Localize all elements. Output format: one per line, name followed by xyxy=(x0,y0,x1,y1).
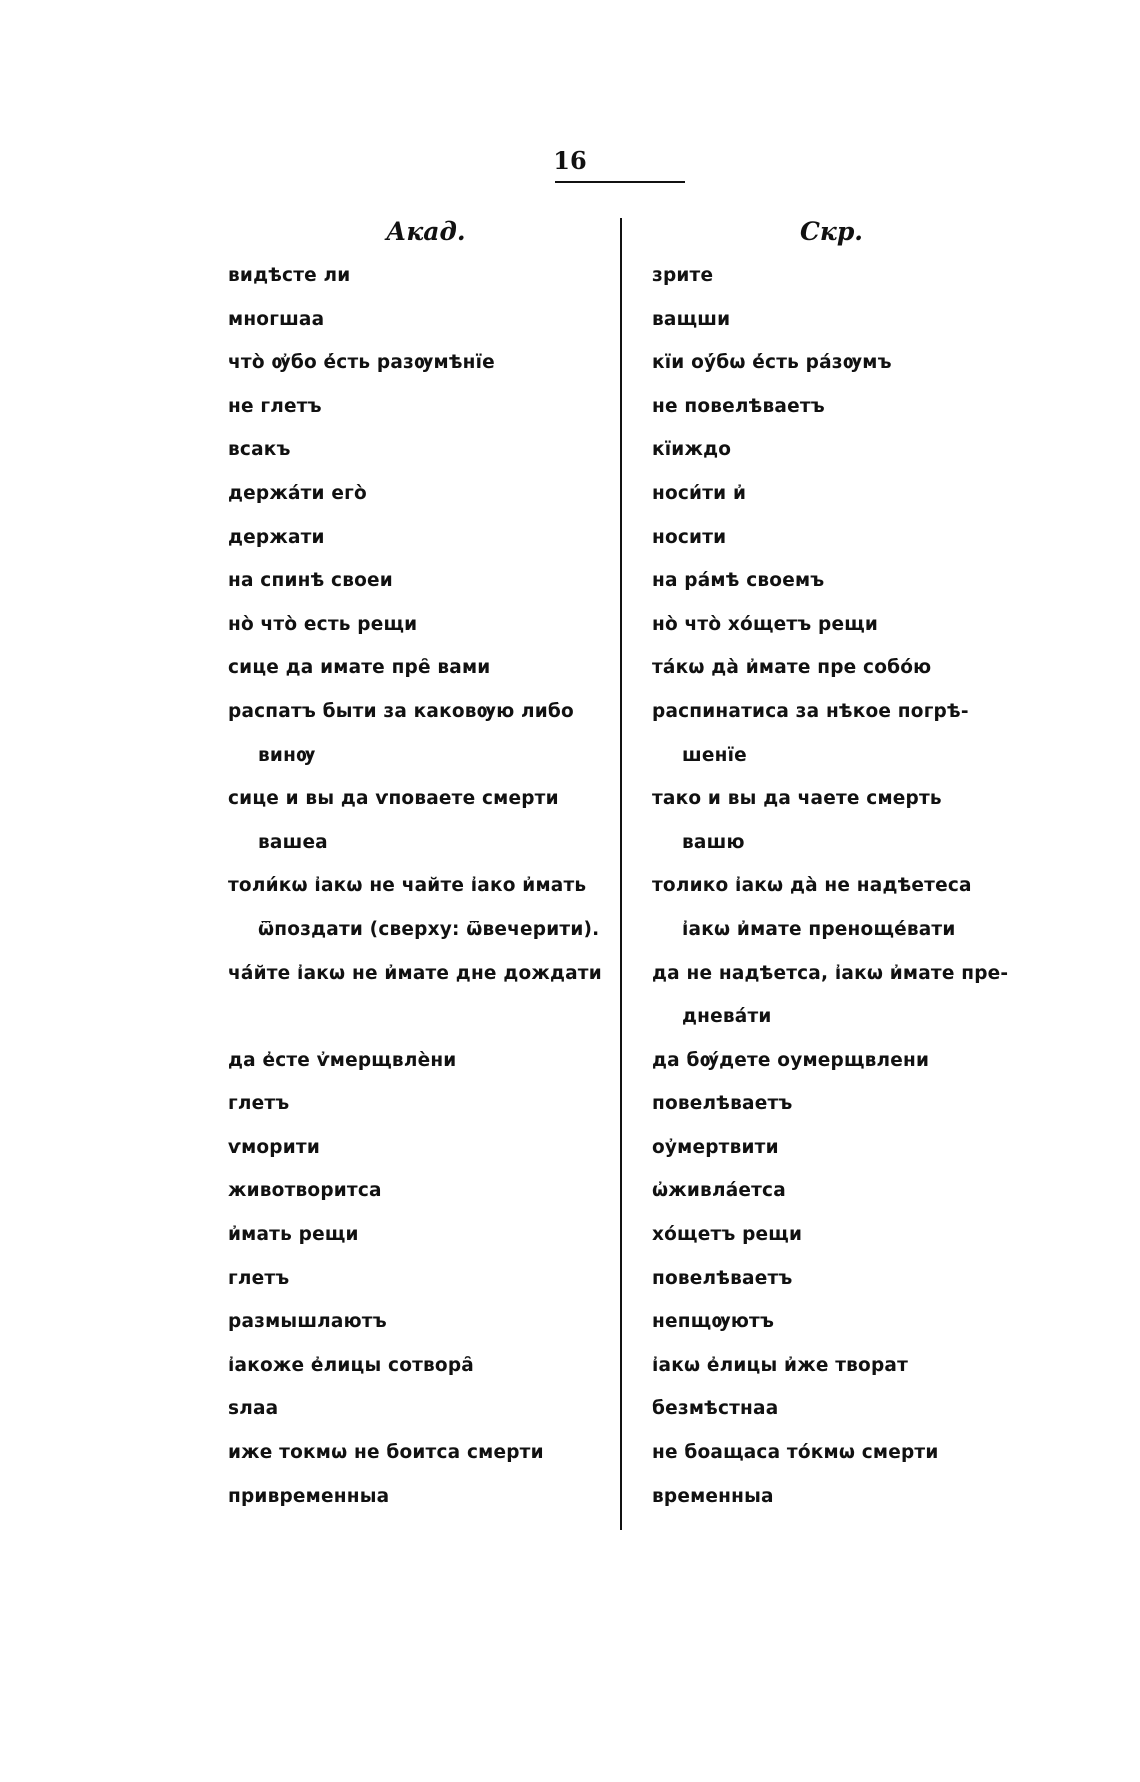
left-line: привременныа xyxy=(228,1485,390,1507)
right-line: хо́щетъ рещи xyxy=(652,1224,803,1246)
right-line: і҆акѡ и҆мате преноще́вати xyxy=(682,918,956,940)
right-line: непщѹютъ xyxy=(652,1311,775,1333)
right-line: не повелѣваетъ xyxy=(652,395,825,417)
left-line: толи́кѡ і҆акѡ не чайте і҆ако и҆мать xyxy=(228,875,587,897)
right-line: вашю xyxy=(682,831,745,853)
right-line: днева́ти xyxy=(682,1006,772,1028)
left-line: ча́йте і҆акѡ не и҆мате дне дождати xyxy=(228,962,602,984)
right-line: ващши xyxy=(652,308,731,330)
right-line: та́кѡ да̀ и҆мате пре собо́ю xyxy=(652,657,932,679)
left-line: сице да имате пре̑ вами xyxy=(228,657,491,679)
right-line: оу҆мертвити xyxy=(652,1136,779,1158)
right-line: на ра́мѣ своемъ xyxy=(652,570,825,592)
left-line: размышлаютъ xyxy=(228,1311,387,1333)
left-line: ѿпоздати (сверху: ѿвечерити). xyxy=(258,918,600,940)
left-line: иже токмѡ не боитса смерти xyxy=(228,1442,544,1464)
left-line: і҆акоже е҆лицы сотвора̑ xyxy=(228,1354,474,1376)
right-line: повелѣваетъ xyxy=(652,1267,793,1289)
right-line: зрите xyxy=(652,265,714,286)
left-column xyxy=(228,210,618,1518)
left-line: ѕлаа xyxy=(228,1398,279,1420)
right-line: кїиждо xyxy=(652,439,732,461)
column-divider xyxy=(620,218,622,1530)
right-column xyxy=(652,210,1022,1518)
right-line: кїи оу҆́бѡ е҆́сть ра́зѹмъ xyxy=(652,352,892,374)
left-line: всакъ xyxy=(228,439,291,461)
right-line: безмѣстнаа xyxy=(652,1398,779,1420)
right-line: носити xyxy=(652,526,727,548)
page-number-rule xyxy=(555,181,685,183)
right-line: да бѹ́дете оумерщвлени xyxy=(652,1049,930,1071)
left-line: многшаа xyxy=(228,308,325,330)
right-line: повелѣваетъ xyxy=(652,1093,793,1115)
left-line: видѣсте ли xyxy=(228,265,351,286)
left-line: глетъ xyxy=(228,1093,290,1115)
right-line: шенїе xyxy=(682,744,747,766)
left-line: держа́ти его̀ xyxy=(228,482,367,504)
left-line: не глетъ xyxy=(228,395,322,417)
page-number: 16 xyxy=(553,146,587,175)
right-column-heading: Скр. xyxy=(800,217,864,246)
right-line: тако и вы да чаете смерть xyxy=(652,788,942,810)
right-line: толико і҆акѡ да̀ не надѣетеса xyxy=(652,875,972,897)
left-line: и҆мать рещи xyxy=(228,1224,359,1246)
right-line: і҆акѡ е҆лицы и҆же творат xyxy=(652,1354,908,1376)
right-line: ѡ҆живла́етса xyxy=(652,1180,786,1202)
right-line: да не надѣетса, і҆акѡ и҆мате пре- xyxy=(652,962,1009,984)
right-line: носи́ти и҆ xyxy=(652,482,747,504)
left-line: ѵморити xyxy=(228,1136,320,1158)
left-line: сице и вы да ѵповаете смерти xyxy=(228,788,559,810)
left-line: да е҆сте ѵ҆мерщвлѐни xyxy=(228,1049,457,1071)
right-line: но̀ что̀ хо́щетъ рещи xyxy=(652,613,879,635)
left-line: вашеа xyxy=(258,831,328,853)
left-line: винѹ xyxy=(258,744,316,766)
left-line-blank xyxy=(228,995,618,1039)
right-line: не боащаса то́кмѡ смерти xyxy=(652,1442,939,1464)
left-line: животворитса xyxy=(228,1180,382,1202)
left-line: но̀ что̀ есть рещи xyxy=(228,613,418,635)
right-line: временныа xyxy=(652,1485,774,1507)
right-line: распинатиса за нѣкое погрѣ- xyxy=(652,700,969,722)
left-line: на спинѣ своеи xyxy=(228,570,393,592)
left-line: держати xyxy=(228,526,325,548)
left-column-heading: Акад. xyxy=(386,217,466,246)
left-line: глетъ xyxy=(228,1267,290,1289)
left-line: распатъ быти за каковѹю либо xyxy=(228,700,574,722)
left-line: что̀ ѹ҆бо е҆́сть разѹмѣнїе xyxy=(228,352,495,374)
